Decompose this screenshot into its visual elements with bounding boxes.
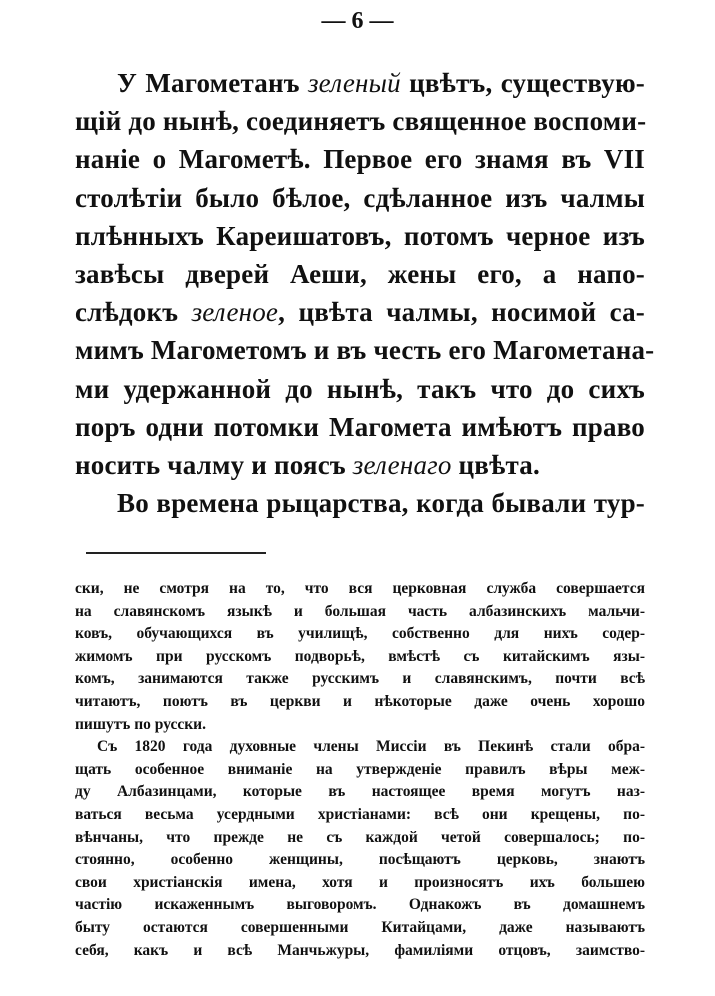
text-run: поръ одни потомки Магомета имѣютъ право xyxy=(75,411,645,442)
footnote-line xyxy=(75,804,645,827)
main-line xyxy=(75,140,645,178)
footnote-line xyxy=(75,668,645,691)
text-run: ду Албазинцами, которые въ настоящее время могутъ наз- xyxy=(75,783,645,801)
text-run: столѣтіи было бѣлое, сдѣланное изъ чалмы xyxy=(75,182,645,213)
footnote-line xyxy=(75,849,645,872)
footnote-line xyxy=(75,940,645,963)
text-run: щать особенное вниманіе на утвержденіе правилъ вѣры меж- xyxy=(75,760,645,778)
footnote-line xyxy=(75,578,645,601)
main-line xyxy=(75,331,655,369)
main-line xyxy=(75,293,645,331)
text-run: читаютъ, поютъ въ церкви и нѣкоторые даже очень хорошо xyxy=(75,692,645,710)
footnote-line xyxy=(75,623,645,646)
text-run: У Магометанъ xyxy=(117,68,308,98)
text-run: наніе о Магометѣ. Первое его знамя въ VII xyxy=(75,144,645,175)
text-run: , цвѣта чалмы, носимой са- xyxy=(278,297,645,328)
text-run: мимъ Магометомъ и въ честь его Магометана- xyxy=(75,335,655,366)
italic-text: зеленаго xyxy=(352,449,452,480)
text-run: слѣдокъ xyxy=(75,297,192,328)
text-run: на славянскомъ языкѣ и большая часть албазинскихъ мальчи- xyxy=(75,602,645,620)
main-line xyxy=(75,255,645,293)
footnote-line xyxy=(75,714,645,737)
text-run: носить чалму и поясъ xyxy=(75,449,353,480)
footnote-line xyxy=(75,872,645,895)
footnote-line xyxy=(75,601,645,624)
main-line xyxy=(75,370,645,408)
main-text xyxy=(75,64,655,522)
text-run: вѣнчаны, что прежде не съ каждой четой совершалось; по- xyxy=(75,828,645,846)
text-run: щій до нынѣ, соединяетъ священное воспоми- xyxy=(75,106,647,137)
text-run: быту остаются совершенными Китайцами, даже называютъ xyxy=(75,918,645,936)
footnote-separator xyxy=(86,552,266,554)
main-line xyxy=(75,408,645,446)
text-run: себя, какъ и всѣ Манчьжуры, фамиліями отцовъ, заимство- xyxy=(75,941,645,959)
text-run: ковъ, обучающихся въ училищѣ, собственно для нихъ содер- xyxy=(75,625,645,643)
text-run: частію искаженнымъ выговоромъ. Однакожъ въ домашнемъ xyxy=(75,896,645,914)
text-run: завѣсы дверей Аеши, жены его, а напо- xyxy=(75,258,645,289)
footnote-text xyxy=(75,578,645,962)
text-run: жимомъ при русскомъ подворьѣ, вмѣстѣ съ китайскимъ язы- xyxy=(75,647,645,665)
text-run: стоянно, особенно женщины, посѣщаютъ церковь, знаютъ xyxy=(75,851,645,869)
text-run: цвѣта. xyxy=(451,449,540,480)
footnote-line xyxy=(75,646,645,669)
text-run: свои христіанскія имена, хотя и произносятъ ихъ большею xyxy=(75,873,645,891)
footnote-line xyxy=(75,736,645,759)
text-run: плѣнныхъ Карeишатовъ, потомъ черное изъ xyxy=(75,220,645,251)
footnote-line xyxy=(75,781,645,804)
text-run: Во времена рыцарства, когда бывали тур- xyxy=(117,488,645,519)
text-run: ски, не смотря на то, что вся церковная служба совершается xyxy=(75,580,645,597)
italic-text: зеленое xyxy=(191,297,279,328)
main-line xyxy=(75,446,645,484)
text-run: Съ 1820 года духовные члены Миссіи въ Пекинѣ стали обра- xyxy=(97,738,645,756)
text-run: комъ, занимаются также русскимъ и славянскимъ, почти всѣ xyxy=(75,670,645,688)
text-run: ми удержанной до нынѣ, такъ что до сихъ xyxy=(75,373,645,404)
main-line xyxy=(75,102,645,140)
main-line xyxy=(75,64,645,102)
page-number: — 6 — xyxy=(321,8,394,34)
main-line xyxy=(75,179,645,217)
text-run: цвѣтъ, существую- xyxy=(400,68,645,98)
footnote-line xyxy=(75,894,645,917)
footnote-line xyxy=(75,691,645,714)
main-line xyxy=(75,484,645,522)
italic-text: зеленый xyxy=(307,68,401,98)
footnote-line xyxy=(75,759,645,782)
text-run: пишутъ по русски. xyxy=(75,715,206,733)
footnote-line xyxy=(75,917,645,940)
main-line xyxy=(75,217,645,255)
footnote-line xyxy=(75,827,645,850)
text-run: ваться весьма усердными христіанами: всѣ они крещены, по- xyxy=(75,805,645,823)
